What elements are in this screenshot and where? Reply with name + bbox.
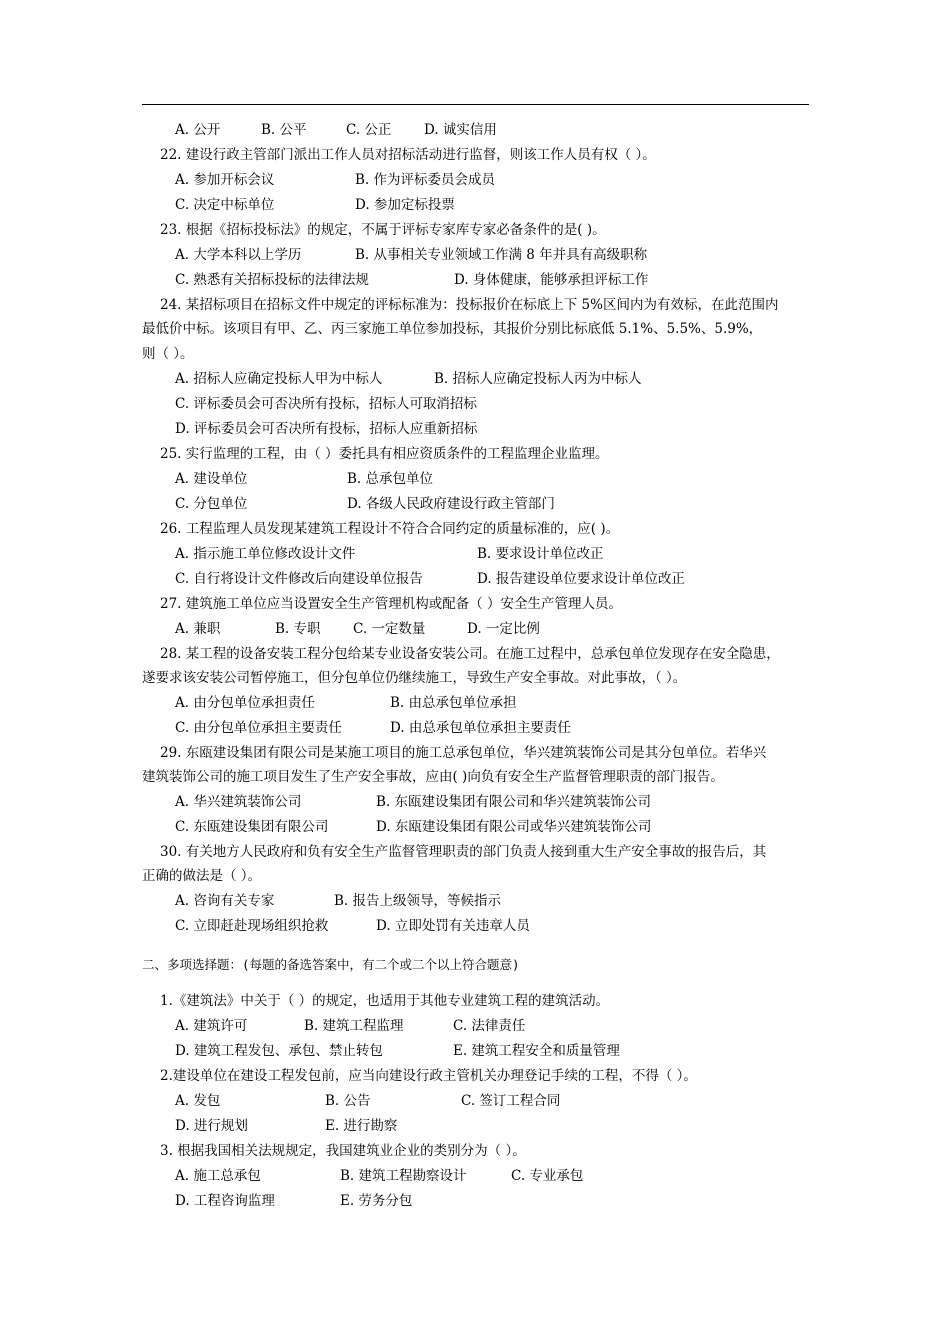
answer-option: B. 总承包单位 (347, 471, 434, 487)
answer-option: B. 由总承包单位承担 (390, 695, 517, 711)
answer-option: D. 工程咨询监理 (175, 1193, 275, 1209)
answer-option: D. 立即处罚有关违章人员 (376, 918, 530, 934)
answer-option: A. 大学本科以上学历 (175, 247, 302, 263)
question-text: 25. 实行监理的工程，由（ ）委托具有相应资质条件的工程监理企业监理。 (160, 446, 609, 462)
answer-option: A. 施工总承包 (175, 1168, 261, 1184)
answer-option: E. 建筑工程安全和质量管理 (453, 1043, 620, 1059)
question-text: 26. 工程监理人员发现某建筑工程设计不符合合同约定的质量标准的，应( )。 (160, 521, 620, 537)
answer-option: A. 建设单位 (175, 471, 248, 487)
question-text: 29. 东瓯建设集团有限公司是某施工项目的施工总承包单位，华兴建筑装饰公司是其分包单位。若华兴 (160, 745, 767, 761)
answer-option: A. 兼职 (175, 621, 221, 637)
answer-option: C. 一定数量 (353, 621, 426, 637)
answer-option: A. 公开 (175, 122, 221, 138)
question-text: 27. 建筑施工单位应当设置安全生产管理机构或配备（ ）安全生产管理人员。 (160, 596, 623, 612)
answer-option: B. 东瓯建设集团有限公司和华兴建筑装饰公司 (376, 794, 652, 810)
answer-option: B. 报告上级领导，等候指示 (334, 893, 502, 909)
question-text: 24. 某招标项目在招标文件中规定的评标标准为：投标报价在标底上下 5%区间内为有效标，在此范围内 (160, 297, 779, 313)
answer-option: C. 分包单位 (175, 496, 248, 512)
answer-option: C. 专业承包 (511, 1168, 584, 1184)
question-text: 建筑装饰公司的施工项目发生了生产安全事故，应由( )向负有安全生产监督管理职责的部门报告。 (142, 769, 724, 785)
answer-option: D. 东瓯建设集团有限公司或华兴建筑装饰公司 (376, 819, 652, 835)
answer-option: D. 身体健康，能够承担评标工作 (454, 272, 649, 288)
answer-option: B. 公告 (325, 1093, 371, 1109)
answer-option: D. 由总承包单位承担主要责任 (390, 720, 571, 736)
answer-option: B. 建筑工程勘察设计 (340, 1168, 467, 1184)
question-text: 最低价中标。该项目有甲、乙、丙三家施工单位参加投标，其报价分别比标底低 5.1%、5.5%、5.9%， (142, 321, 763, 337)
answer-option: D. 各级人民政府建设行政主管部门 (347, 496, 555, 512)
answer-option: D. 诚实信用 (424, 122, 497, 138)
answer-option: A. 参加开标会议 (175, 172, 275, 188)
answer-option: C. 东瓯建设集团有限公司 (175, 819, 329, 835)
answer-option: C. 自行将设计文件修改后向建设单位报告 (175, 571, 423, 587)
question-text: 22. 建设行政主管部门派出工作人员对招标活动进行监督，则该工作人员有权（ ）。 (160, 147, 656, 163)
answer-option: C. 由分包单位承担主要责任 (175, 720, 342, 736)
answer-option: B. 招标人应确定投标人丙为中标人 (434, 371, 642, 387)
question-text: 3. 根据我国相关法规规定，我国建筑业企业的类别分为（ ）。 (160, 1143, 526, 1159)
answer-option: A. 建筑许可 (175, 1018, 248, 1034)
answer-option: D. 进行规划 (175, 1118, 248, 1134)
answer-option: A. 招标人应确定投标人甲为中标人 (175, 371, 383, 387)
answer-option: C. 公正 (346, 122, 392, 138)
question-text: 23. 根据《招标投标法》的规定，不属于评标专家库专家必备条件的是( )。 (160, 222, 606, 238)
answer-option: D. 评标委员会可否决所有投标，招标人应重新招标 (175, 421, 478, 437)
answer-option: C. 立即赶赴现场组织抢救 (175, 918, 329, 934)
header-rule (142, 104, 809, 105)
answer-option: A. 发包 (175, 1093, 221, 1109)
question-text: 1.《建筑法》中关于（ ）的规定，也适用于其他专业建筑工程的建筑活动。 (160, 993, 610, 1009)
question-text: 则（ ）。 (142, 346, 194, 362)
answer-option: B. 从事相关专业领域工作满 8 年并具有高级职称 (355, 247, 648, 263)
answer-option: C. 法律责任 (453, 1018, 526, 1034)
section-heading: 二、多项选择题：(每题的备选答案中，有二个或二个以上符合题意) (142, 957, 520, 972)
answer-option: A. 由分包单位承担责任 (175, 695, 315, 711)
answer-option: A. 华兴建筑装饰公司 (175, 794, 302, 810)
answer-option: D. 报告建设单位要求设计单位改正 (477, 571, 685, 587)
answer-option: C. 熟悉有关招标投标的法律法规 (175, 272, 369, 288)
answer-option: B. 专职 (275, 621, 321, 637)
answer-option: D. 参加定标投票 (355, 197, 455, 213)
question-text: 30. 有关地方人民政府和负有安全生产监督管理职责的部门负责人接到重大生产安全事故的报告后，其 (160, 844, 767, 860)
question-text: 正确的做法是（ ）。 (142, 868, 262, 884)
answer-option: A. 咨询有关专家 (175, 893, 275, 909)
answer-option: A. 指示施工单位修改设计文件 (175, 546, 356, 562)
answer-option: B. 作为评标委员会成员 (355, 172, 496, 188)
answer-option: D. 一定比例 (467, 621, 540, 637)
answer-option: B. 建筑工程监理 (304, 1018, 404, 1034)
answer-option: C. 决定中标单位 (175, 197, 275, 213)
question-text: 2.建设单位在建设工程发包前，应当向建设行政主管机关办理登记手续的工程，不得（ ）。 (160, 1068, 697, 1084)
answer-option: E. 进行勘察 (325, 1118, 398, 1134)
answer-option: E. 劳务分包 (340, 1193, 413, 1209)
question-text: 28. 某工程的设备安装工程分包给某专业设备安装公司。在施工过程中，总承包单位发现存在安全隐患， (160, 646, 780, 662)
answer-option: B. 要求设计单位改正 (477, 546, 604, 562)
question-text: 遂要求该安装公司暂停施工，但分包单位仍继续施工，导致生产安全事故。对此事故，（ ）。 (142, 670, 687, 686)
answer-option: B. 公平 (261, 122, 307, 138)
answer-option: C. 评标委员会可否决所有投标，招标人可取消招标 (175, 396, 477, 412)
answer-option: C. 签订工程合同 (461, 1093, 561, 1109)
answer-option: D. 建筑工程发包、承包、禁止转包 (175, 1043, 383, 1059)
